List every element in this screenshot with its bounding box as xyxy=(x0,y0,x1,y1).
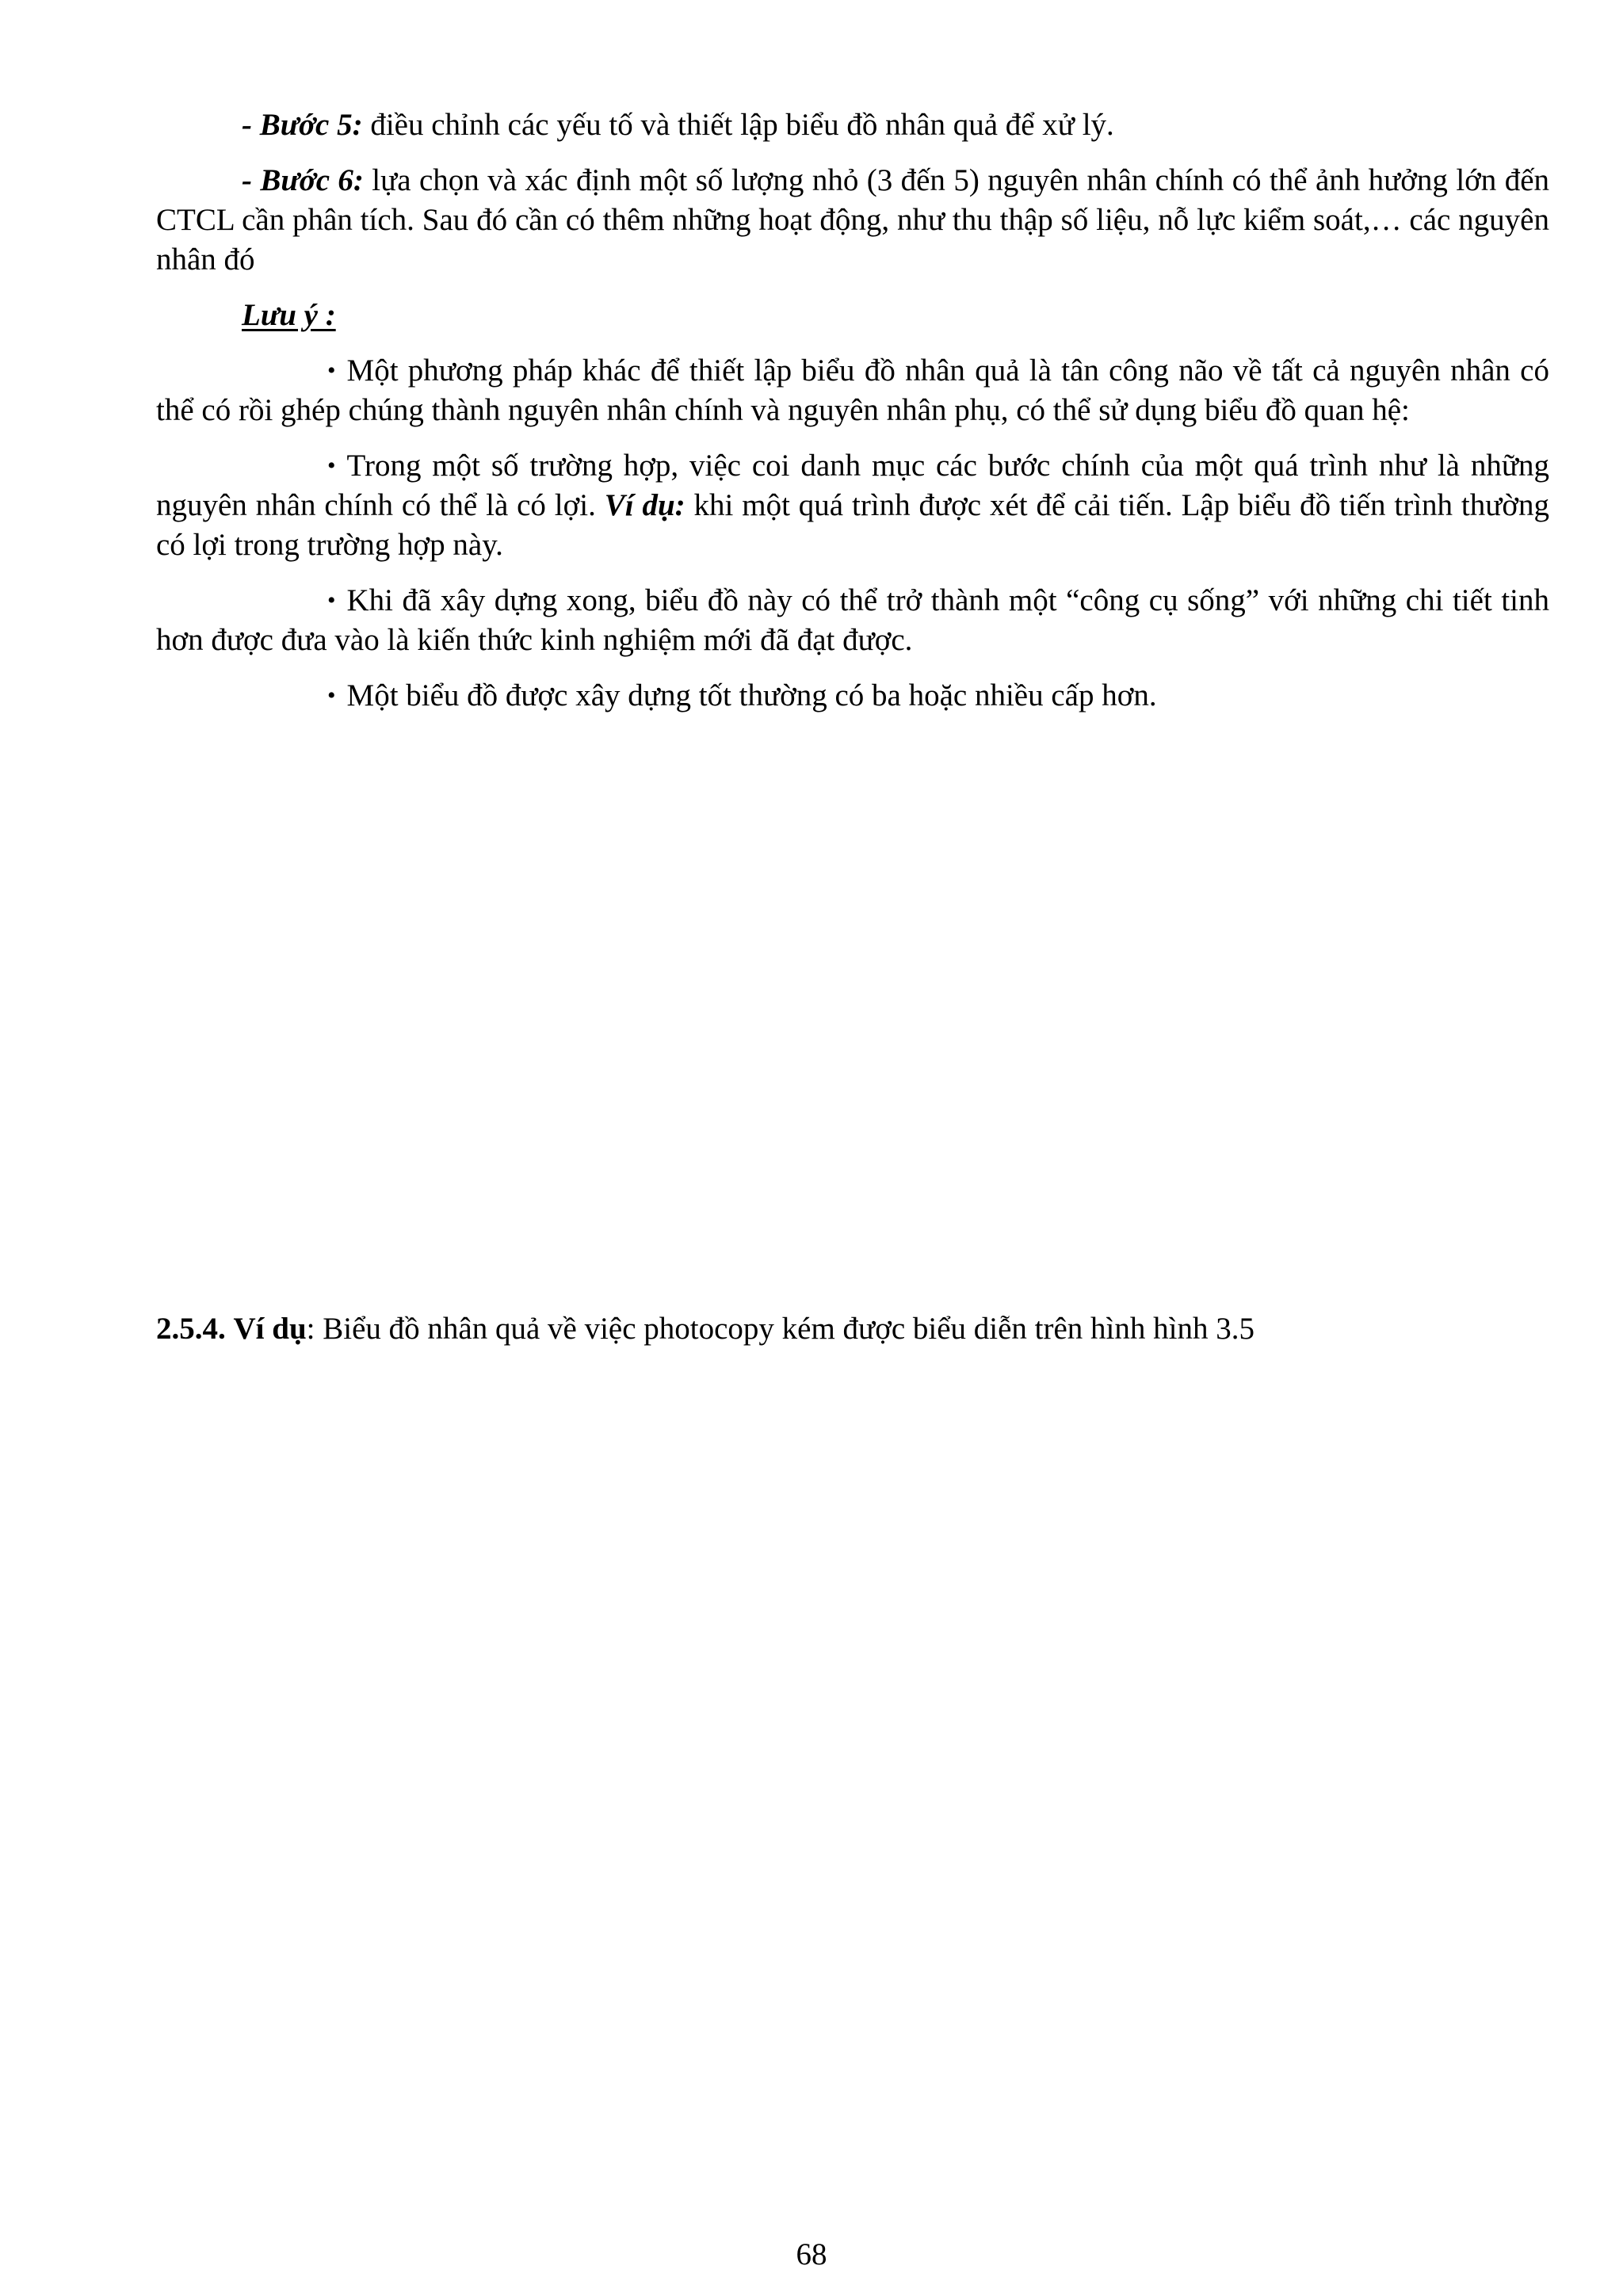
step-6-text: lựa chọn và xác định một số lượng nhỏ (3 đến 5) nguyên nhân chính có thể ảnh hưởng lớn đến CTCL cần phân tích. Sau đó cần có thêm những hoạt động, như thu thập số liệu, nỗ lực kiểm soát,… các nguyên nhân đó xyxy=(156,163,1550,277)
note-bullet-4-text: Một biểu đồ được xây dựng tốt thường có ba hoặc nhiều cấp hơn. xyxy=(346,678,1157,712)
example-section xyxy=(156,1309,1549,1349)
note-bullet-1-text: Một phương pháp khác để thiết lập biểu đồ nhân quả là tân công não về tất cả nguyên nhân có thể có rồi ghép chúng thành nguyên nhân chính và nguyên nhân phụ, có thể sử dụng biểu đồ quan hệ: xyxy=(156,353,1549,427)
step-6-paragraph xyxy=(156,161,1549,280)
example-section-number: 2.5.4. xyxy=(156,1312,226,1346)
note-bullet-4 xyxy=(156,676,1549,716)
note-bullet-3 xyxy=(156,581,1549,660)
note-bullet-1 xyxy=(156,351,1549,430)
step-5-paragraph xyxy=(156,105,1549,145)
bullet-icon: • xyxy=(327,587,336,613)
bullet-icon: • xyxy=(327,357,336,384)
bullet-icon: • xyxy=(327,682,336,709)
note-heading: Lưu ý : xyxy=(242,298,336,332)
note-heading-paragraph xyxy=(156,296,1549,335)
example-section-text: : Biểu đồ nhân quả về việc photocopy kém được biểu diễn trên hình hình 3.5 xyxy=(306,1312,1254,1346)
note-bullet-2 xyxy=(156,446,1549,565)
step-5-label: - Bước 5: xyxy=(242,108,363,142)
step-6-label: - Bước 6: xyxy=(242,163,364,197)
note-bullet-2-text-after: khi một quá trình được xét để cải tiến. Lập biểu đồ tiến trình thường có lợi trong trường hợp này. xyxy=(156,488,1550,562)
bullet-icon: • xyxy=(327,453,336,479)
step-5-text: điều chỉnh các yếu tố và thiết lập biểu đồ nhân quả để xử lý. xyxy=(362,108,1114,142)
main-content xyxy=(156,105,1549,732)
note-bullet-2-example-label: Ví dụ: xyxy=(604,488,685,522)
example-section-label: Ví dụ xyxy=(233,1312,307,1346)
note-bullet-2-text-before: Trong một số trường hợp, việc coi danh mục các bước chính của một quá trình như là những nguyên nhân chính có thể là có lợi. xyxy=(156,449,1549,522)
note-bullet-3-text: Khi đã xây dựng xong, biểu đồ này có thể trở thành một “công cụ sống” với những chi tiết tinh hơn được đưa vào là kiến thức kinh nghiệm mới đã đạt được. xyxy=(156,583,1549,657)
page-number: 68 xyxy=(796,2237,827,2271)
